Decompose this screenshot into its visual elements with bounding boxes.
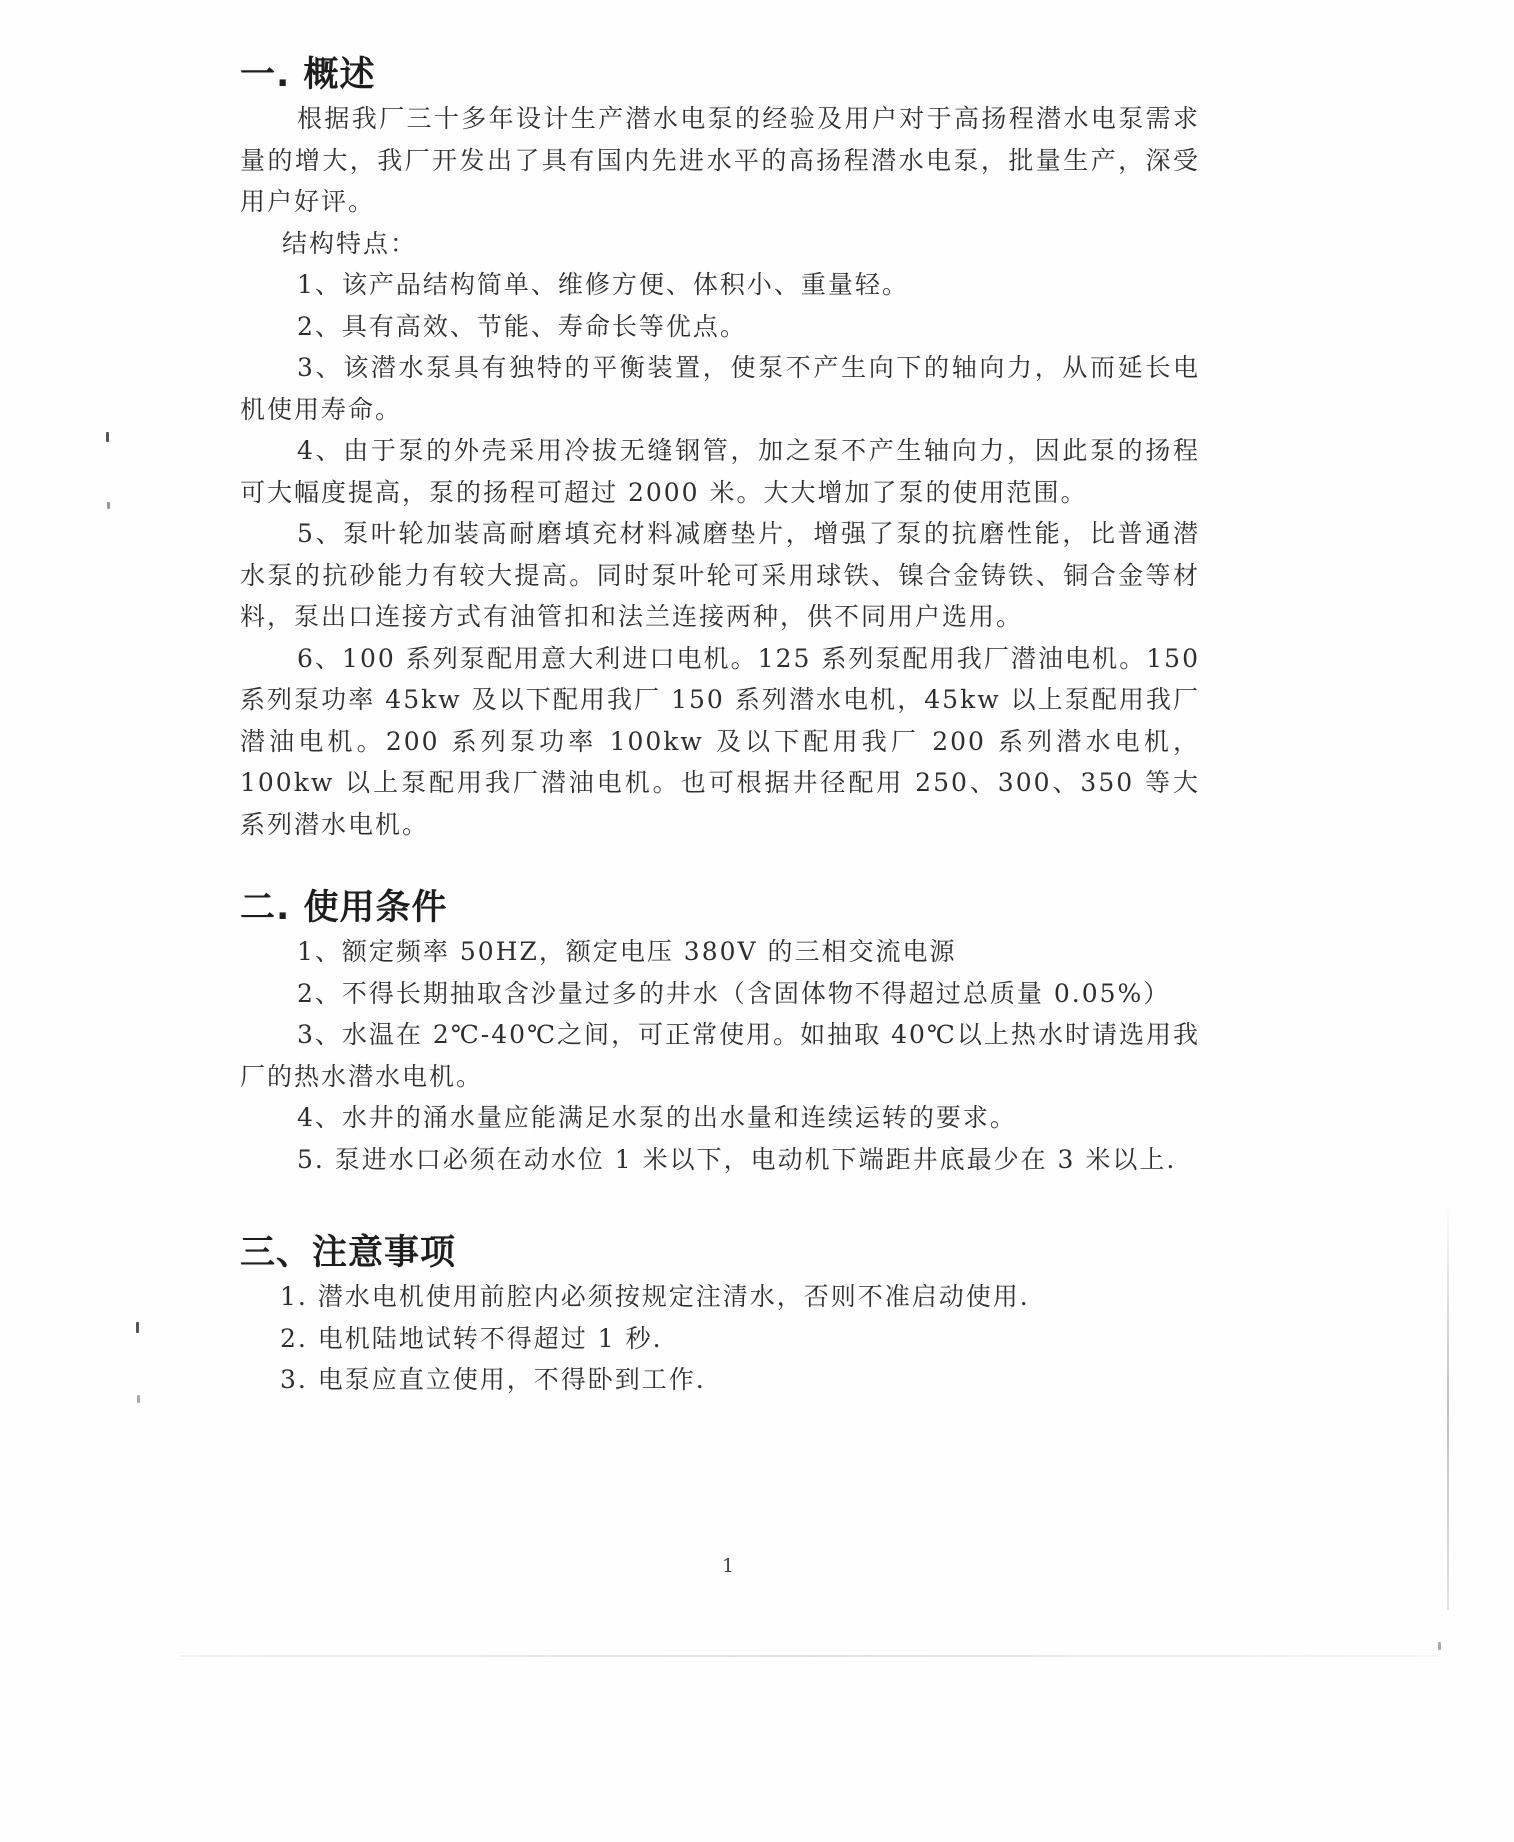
scan-mark bbox=[136, 1322, 139, 1333]
document-body bbox=[240, 52, 1200, 1401]
scan-edge-shadow bbox=[1447, 1200, 1449, 1610]
page-number: 1 bbox=[722, 1555, 735, 1577]
condition-item-2: 2、不得长期抽取含沙量过多的井水（含固体物不得超过总质量 0.05%） bbox=[297, 978, 1171, 1008]
feature-item-1: 1、该产品结构简单、维修方便、体积小、重量轻。 bbox=[297, 270, 909, 299]
scan-mark bbox=[107, 502, 110, 509]
section-heading-precautions: 三、注意事项 bbox=[240, 1233, 457, 1273]
feature-item-2: 2、具有高效、节能、寿命长等优点。 bbox=[297, 311, 747, 341]
feature-item-3: 3、该潜水泵具有独特的平衡装置，使泵不产生向下的轴向力，从而延长电机使用寿命。 bbox=[240, 353, 1200, 424]
scan-mark bbox=[137, 1395, 140, 1403]
scan-mark bbox=[1438, 1642, 1441, 1650]
overview-intro-paragraph: 根据我厂三十多年设计生产潜水电泵的经验及用户对于高扬程潜水电泵需求量的增大，我厂开发出了具有国内先进水平的高扬程潜水电泵，批量生产，深受用户好评。 bbox=[240, 104, 1200, 216]
section-usage-conditions bbox=[240, 885, 1200, 1180]
feature-item-5: 5、泵叶轮加装高耐磨填充材料减磨垫片，增强了泵的抗磨性能，比普通潜水泵的抗砂能力有较大提高。同时泵叶轮可采用球铁、镍合金铸铁、铜合金等材料，泵出口连接方式有油管扣和法兰连接两种，供不同用户选用。 bbox=[240, 519, 1200, 631]
section-heading-usage-conditions: 二. 使用条件 bbox=[240, 888, 448, 928]
precaution-item-1: 1. 潜水电机使用前腔内必须按规定注清水，否则不准启动使用. bbox=[280, 1282, 1030, 1311]
precaution-item-3: 3. 电泵应直立使用，不得卧到工作. bbox=[280, 1365, 706, 1394]
section-precautions bbox=[240, 1230, 1200, 1401]
section-overview bbox=[240, 52, 1200, 845]
scan-edge-shadow-bottom bbox=[180, 1655, 1440, 1657]
condition-item-3: 3、水温在 2℃-40℃之间，可正常使用。如抽取 40℃以上热水时请选用我厂的热水潜水电机。 bbox=[240, 1020, 1200, 1091]
section-heading-overview: 一. 概述 bbox=[240, 55, 376, 95]
condition-item-1: 1、额定频率 50HZ，额定电压 380V 的三相交流电源 bbox=[297, 937, 957, 966]
condition-item-5: 5. 泵进水口必须在动水位 1 米以下，电动机下端距井底最少在 3 米以上. bbox=[297, 1144, 1177, 1174]
feature-item-6: 6、100 系列泵配用意大利进口电机。125 系列泵配用我厂潜油电机。150 系列泵功率 45kw 及以下配用我厂 150 系列潜水电机，45kw 以上泵配用我厂潜油电机。200 系列泵功率 100kw 及以下配用我厂 200 系列潜水电机，100kw 以上泵配用我厂潜油电机。也可根据井径配用 250、300、350 等大系列潜水电机。 bbox=[240, 643, 1200, 839]
precaution-item-2: 2. 电机陆地试转不得超过 1 秒. bbox=[280, 1323, 663, 1353]
structure-features-label: 结构特点： bbox=[282, 228, 418, 258]
feature-item-4: 4、由于泵的外壳采用冷拔无缝钢管，加之泵不产生轴向力，因此泵的扬程可大幅度提高，泵的扬程可超过 2000 米。大大增加了泵的使用范围。 bbox=[240, 436, 1200, 507]
scan-mark bbox=[106, 432, 109, 442]
condition-item-4: 4、水井的涌水量应能满足水泵的出水量和连续运转的要求。 bbox=[297, 1103, 1017, 1132]
